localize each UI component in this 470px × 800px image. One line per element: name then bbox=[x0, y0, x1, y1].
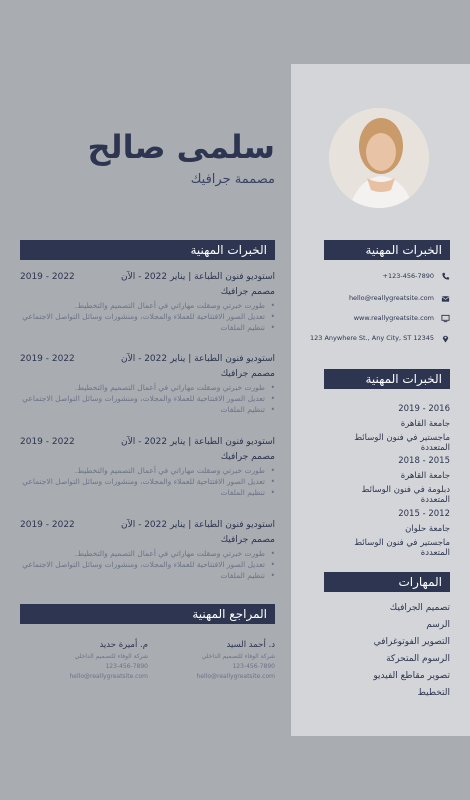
experience-date: 2019 - 2022 bbox=[20, 354, 75, 364]
education-degree: ماجستير في فنون الوسائط المتعددة bbox=[354, 433, 450, 453]
contact-email: hello@reallygreatsite.com bbox=[348, 294, 434, 302]
skill-item: تصوير مقاطع الفيديو bbox=[373, 671, 450, 681]
reference-phone: 123-456-7890 bbox=[105, 663, 148, 670]
education-degree: دبلومة في فنون الوسائط المتعددة bbox=[361, 485, 450, 505]
bullet-item: • تعديل الصور الافتتاحية للعملاء والمجلات، ومنشورات وسائل التواصل الاجتماعي bbox=[20, 393, 275, 404]
experience-title: استوديو فنون الطباعة | يناير 2022 - الآن bbox=[120, 437, 275, 447]
experience-title: استوديو فنون الطباعة | يناير 2022 - الآن bbox=[120, 272, 275, 282]
skill-item: التصوير الفوتوغرافي bbox=[373, 637, 450, 647]
skill-item: تصميم الجرافيك bbox=[389, 603, 450, 613]
experience-heading: الخبرات المهنية bbox=[20, 240, 275, 260]
phone-icon bbox=[441, 272, 450, 281]
skill-item: الرسوم المتحركة bbox=[386, 654, 450, 664]
experience-title: استوديو فنون الطباعة | يناير 2022 - الآن bbox=[120, 520, 275, 530]
education-heading: الخبرات المهنية bbox=[324, 369, 450, 389]
reference-name: م. أميرة حديد bbox=[99, 640, 148, 650]
job-title: مصممة جرافيك bbox=[190, 172, 275, 187]
bullet-item: • طورت خبرتي وصقلت مهاراتي في أعمال التصميم والتخطيط. bbox=[20, 300, 275, 311]
reference-item bbox=[58, 638, 148, 682]
skills-heading: المهارات bbox=[324, 572, 450, 592]
experience-bullets bbox=[20, 465, 275, 498]
experience-date: 2019 - 2022 bbox=[20, 520, 75, 530]
education-school: جامعة حلوان bbox=[405, 524, 450, 534]
contact-website: www.reallygreatsite.com bbox=[353, 314, 434, 322]
reference-phone: 123-456-7890 bbox=[232, 663, 275, 670]
education-item bbox=[330, 403, 450, 453]
education-years: 2015 - 2018 bbox=[398, 456, 450, 466]
experience-role: مصمم جرافيك bbox=[220, 369, 275, 379]
bullet-item: • طورت خبرتي وصقلت مهاراتي في أعمال التصميم والتخطيط. bbox=[20, 382, 275, 393]
skill-item: التخطيط bbox=[417, 688, 450, 698]
bullet-item: • تنظيم الملفات bbox=[20, 322, 275, 333]
reference-org: شركة الوفاء للتصميم الداخلي bbox=[201, 653, 275, 660]
experience-title: استوديو فنون الطباعة | يناير 2022 - الآن bbox=[120, 354, 275, 364]
experience-role: مصمم جرافيك bbox=[220, 535, 275, 545]
bullet-item: • تعديل الصور الافتتاحية للعملاء والمجلات، ومنشورات وسائل التواصل الاجتماعي bbox=[20, 559, 275, 570]
education-years: 2012 - 2015 bbox=[398, 509, 450, 519]
bullet-item: • تنظيم الملفات bbox=[20, 570, 275, 581]
bullet-item: • تنظيم الملفات bbox=[20, 487, 275, 498]
website-icon bbox=[441, 314, 450, 323]
education-item bbox=[330, 508, 450, 558]
experience-bullets bbox=[20, 300, 275, 333]
profile-photo bbox=[329, 108, 429, 208]
bullet-item: • تنظيم الملفات bbox=[20, 404, 275, 415]
email-icon bbox=[441, 294, 450, 303]
bullet-item: • تعديل الصور الافتتاحية للعملاء والمجلات، ومنشورات وسائل التواصل الاجتماعي bbox=[20, 476, 275, 487]
location-icon bbox=[441, 334, 450, 343]
bullet-item: • طورت خبرتي وصقلت مهاراتي في أعمال التصميم والتخطيط. bbox=[20, 548, 275, 559]
contact-phone: +123-456-7890 bbox=[382, 272, 434, 280]
reference-item bbox=[185, 638, 275, 682]
contact-address: 123 Anywhere St., Any City, ST 12345 bbox=[310, 334, 434, 342]
experience-role: مصمم جرافيك bbox=[220, 452, 275, 462]
education-item bbox=[330, 455, 450, 505]
contact-heading: الخبرات المهنية bbox=[324, 240, 450, 260]
person-name: سلمى صالح bbox=[87, 128, 275, 166]
education-degree: ماجستير في فنون الوسائط المتعددة bbox=[354, 538, 450, 558]
education-school: جامعة القاهرة bbox=[400, 471, 450, 481]
reference-email: hello@reallygreatsite.com bbox=[196, 673, 275, 680]
education-years: 2016 - 2019 bbox=[398, 404, 450, 414]
skill-item: الرسم bbox=[426, 620, 450, 630]
experience-bullets bbox=[20, 382, 275, 415]
education-school: جامعة القاهرة bbox=[400, 419, 450, 429]
reference-name: د. أحمد السيد bbox=[226, 640, 275, 650]
experience-role: مصمم جرافيك bbox=[220, 287, 275, 297]
bullet-item: • تعديل الصور الافتتاحية للعملاء والمجلات، ومنشورات وسائل التواصل الاجتماعي bbox=[20, 311, 275, 322]
experience-bullets bbox=[20, 548, 275, 581]
skills-list bbox=[320, 600, 450, 702]
bullet-item: • طورت خبرتي وصقلت مهاراتي في أعمال التصميم والتخطيط. bbox=[20, 465, 275, 476]
reference-email: hello@reallygreatsite.com bbox=[69, 673, 148, 680]
experience-date: 2019 - 2022 bbox=[20, 437, 75, 447]
experience-date: 2019 - 2022 bbox=[20, 272, 75, 282]
reference-org: شركة الوفاء للتصميم الداخلي bbox=[74, 653, 148, 660]
references-heading: المراجع المهنية bbox=[20, 604, 275, 624]
